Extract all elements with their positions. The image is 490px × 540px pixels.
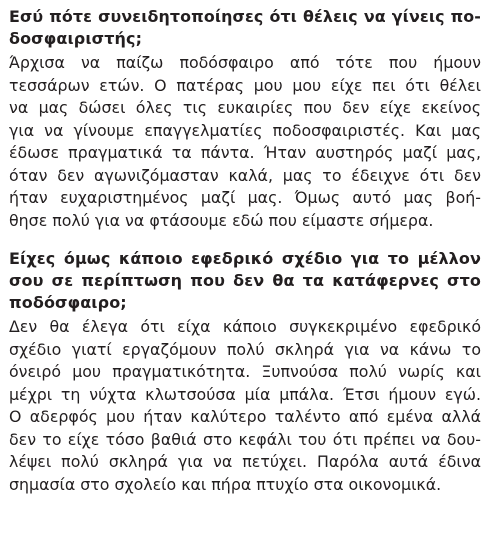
question-line: Είχες όμως κάποιο εφεδρικό σχέδιο για το μέλλον [9, 249, 481, 268]
question-line: Εσύ πότε συνειδητοποίησες ότι θέλεις να γίνεις πο- [9, 7, 481, 26]
answer-line: να μας δώσει όλες τις ευκαιρίες που δεν είχε εκείνος [9, 98, 481, 117]
question-2 [9, 248, 481, 314]
answer-line: λέψει πολύ σκληρά για να πετύχει. Παρόλα αυτά έδινα [9, 452, 481, 471]
answer-line: σχέδιο γιατί εργαζόμουν πολύ σκληρά για να κάνω το [9, 339, 481, 359]
question-line: ποδόσφαιρο; [9, 293, 127, 312]
answer-line: Ο αδερφός μου ήταν καλύτερο ταλέντο από εμένα αλλά [9, 407, 481, 426]
answer-1 [9, 52, 481, 232]
answer-line: σημασία στο σχολείο και πήρα πτυχίο στα οικονομικά. [9, 474, 442, 494]
answer-line: μέχρι τη νύχτα κλωτσούσα μία μπάλα. Έτσι ήμουν εγώ. [9, 384, 481, 404]
answer-line: Άρχισα να παίζω ποδόσφαιρο από τότε που ήμουν [9, 53, 481, 72]
answer-line: έδωσε πραγματικά τα πάντα. Ήταν αυστηρός μαζί μας, [9, 143, 481, 162]
qa-block-1 [9, 6, 481, 232]
answer-line: δεν το είχε τόσο βαθιά στο κεφάλι του ότι πρέπει να δου- [9, 429, 481, 449]
answer-line: τεσσάρων ετών. Ο πατέρας μου μου είχε πει ότι θέλει [9, 75, 481, 95]
qa-block-2 [9, 248, 481, 496]
answer-line: όνειρό μου πραγματικότητα. Ξυπνούσα πολύ νωρίς και [9, 362, 481, 381]
answer-line: θησε πολύ για να φτάσουμε εδώ που είμαστε σήμερα. [9, 210, 434, 230]
answer-line: όταν δεν αγωνιζόμασταν καλά, μας το έδειχνε ότι δεν [9, 165, 481, 185]
question-1 [9, 6, 481, 50]
question-line: σου σε περίπτωση που δεν θα τα κατάφερνες στο [9, 271, 481, 290]
question-line: δοσφαιριστής; [9, 29, 143, 48]
answer-line: ήταν ευχαριστημένος μαζί μας. Όμως αυτό μας βοή- [9, 188, 481, 207]
answer-line: για να γίνουμε επαγγελματίες ποδοσφαιριστές. Και μας [9, 120, 481, 140]
answer-line: Δεν θα έλεγα ότι είχα κάποιο συγκεκριμένο εφεδρικό [9, 317, 481, 336]
answer-2 [9, 316, 481, 496]
